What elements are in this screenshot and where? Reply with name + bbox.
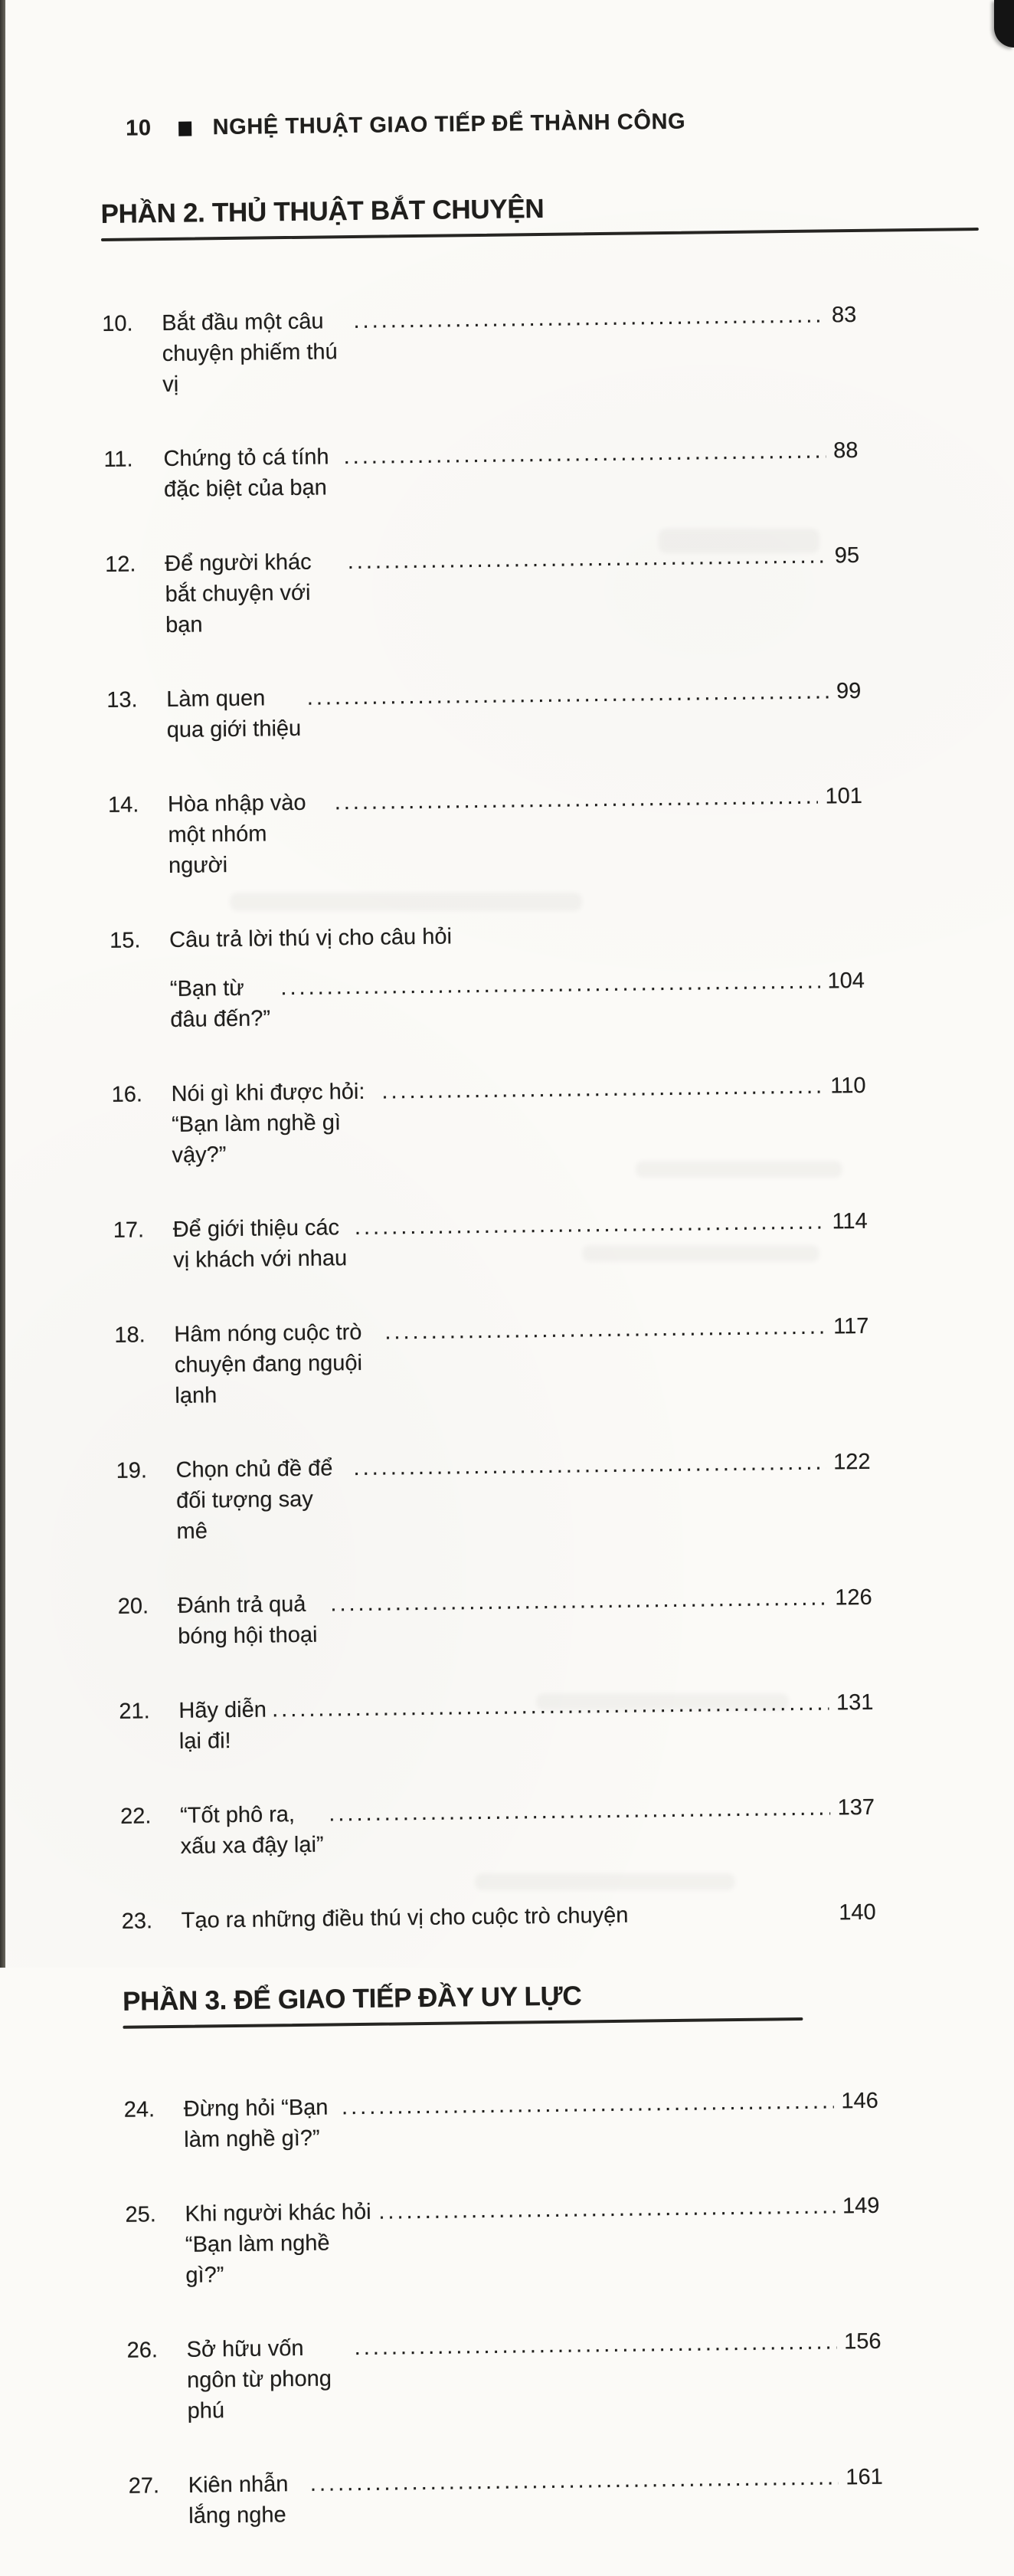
dot-leader — [378, 2191, 835, 2227]
toc-entry-line — [185, 2191, 880, 2291]
entry-page-number: 149 — [842, 2193, 880, 2219]
entry-body — [182, 1897, 876, 1936]
entry-number: 18. — [114, 1322, 146, 1348]
folio-page-number: 10 — [125, 116, 152, 141]
dot-leader — [280, 966, 820, 1004]
entry-body — [180, 1792, 875, 1862]
toc-entry-line — [174, 1311, 869, 1411]
toc-section — [100, 189, 876, 1937]
entry-body — [165, 540, 860, 641]
toc-entry — [124, 2086, 879, 2156]
toc-entry — [118, 1582, 873, 1653]
entry-page-number: 140 — [839, 1899, 876, 1925]
entry-body — [184, 2086, 879, 2155]
toc-entry — [105, 540, 860, 641]
entry-body — [185, 2191, 880, 2291]
entry-number: 22. — [119, 1804, 152, 1829]
entry-title: Đừng hỏi “Bạn làm nghề gì?” — [183, 2095, 335, 2152]
entry-page-number: 88 — [832, 438, 859, 464]
entry-page-number: 114 — [832, 1208, 868, 1234]
entry-body — [178, 1687, 874, 1757]
entry-body — [171, 1070, 866, 1171]
entry-number: 27. — [128, 2473, 160, 2499]
dot-leader — [329, 1793, 830, 1830]
entry-number: 23. — [121, 1909, 153, 1934]
toc-entry-line — [163, 435, 859, 505]
toc-entry — [119, 1687, 874, 1758]
toc-entry — [111, 1070, 866, 1172]
entry-page-number: 117 — [832, 1313, 869, 1339]
entry-title: Khi người khác hỏi “Bạn làm nghề gì?” — [185, 2199, 378, 2288]
entry-number: 19. — [116, 1458, 148, 1483]
entry-body — [173, 1206, 868, 1276]
entry-title: Kiên nhẫn lắng nghe — [188, 2472, 295, 2528]
toc-entry-line — [169, 916, 864, 955]
entry-number: 11. — [103, 447, 133, 472]
entry-title: Bắt đầu một câu chuyện phiếm thú vị — [162, 309, 344, 398]
book-title: NGHỆ THUẬT GIAO TIẾP ĐỂ THÀNH CÔNG — [212, 109, 686, 140]
dot-leader — [330, 1583, 827, 1620]
toc-entry — [122, 1897, 876, 1937]
entry-number: 14. — [107, 792, 139, 818]
toc-entry-line — [175, 1447, 871, 1547]
toc-entry — [108, 781, 863, 882]
entry-title: Hãy diễn lại đi! — [178, 1697, 273, 1754]
toc-sections — [100, 189, 883, 2532]
toc-entry-line — [166, 676, 862, 746]
entry-body — [186, 2326, 882, 2427]
entry-number: 13. — [106, 687, 138, 713]
dot-leader — [384, 1312, 826, 1348]
toc-entry-line — [188, 2462, 884, 2532]
dot-leader — [347, 540, 827, 577]
entry-body — [175, 1447, 871, 1547]
entry-body — [178, 1582, 873, 1652]
toc-entry-line — [182, 1897, 876, 1936]
entry-page-number: 161 — [846, 2464, 883, 2490]
entry-page-number: 146 — [841, 2088, 878, 2114]
entry-title: Để người khác bắt chuyện với bạn — [164, 549, 318, 637]
entry-title: Chọn chủ đề để đối tượng say mê — [175, 1456, 339, 1544]
scan-edge-shadow — [0, 0, 5, 1968]
entry-page-number: 83 — [831, 302, 857, 328]
entry-title: Tạo ra những điều thú vị cho cuộc trò chuyện — [181, 1903, 629, 1933]
entry-page-number: 104 — [827, 968, 865, 994]
toc-entry — [125, 2191, 880, 2292]
entry-number: 20. — [117, 1594, 149, 1619]
entry-number: 16. — [111, 1082, 143, 1107]
entry-body — [168, 781, 863, 881]
entry-title: “Tốt phô ra, xấu xa đậy lại” — [179, 1801, 324, 1859]
toc-entry-line — [170, 965, 865, 1035]
dot-leader — [353, 1447, 826, 1484]
dot-leader — [381, 1071, 823, 1107]
entry-number: 26. — [126, 2338, 159, 2363]
entry-number: 25. — [125, 2202, 156, 2227]
entry-page-number: 131 — [836, 1689, 874, 1716]
entry-body — [174, 1311, 869, 1411]
section-underline — [123, 2017, 803, 2029]
entry-page-number: 156 — [843, 2329, 882, 2355]
section-title: PHẦN 2. THỦ THUẬT BẮT CHUYỆN — [100, 193, 545, 229]
entry-body — [163, 435, 859, 505]
toc-entry-line — [178, 1687, 874, 1757]
toc-entry-list — [102, 300, 876, 1937]
entry-page-number: 126 — [835, 1585, 872, 1611]
toc-entry-line — [162, 300, 857, 400]
dot-leader — [334, 782, 817, 818]
toc-entry — [113, 1206, 868, 1277]
toc-section — [123, 1977, 884, 2532]
section-underline — [101, 228, 979, 241]
dot-leader — [353, 300, 824, 336]
toc-entry — [106, 676, 862, 746]
entry-page-number: 137 — [837, 1794, 875, 1821]
dot-leader — [343, 435, 826, 472]
toc-entry — [110, 916, 865, 1036]
entry-body — [166, 676, 862, 746]
toc-entry-line — [186, 2326, 882, 2427]
toc-entry-line — [173, 1206, 868, 1276]
toc-entry-line — [165, 540, 860, 641]
entry-title: Nói gì khi được hỏi: “Bạn làm nghề gì vậy?” — [171, 1079, 371, 1168]
toc-entry-line — [168, 781, 863, 881]
entry-title: Làm quen qua giới thiệu — [166, 686, 302, 742]
entry-page-number: 101 — [825, 783, 863, 809]
toc-entry-list — [124, 2086, 884, 2532]
entry-number: 10. — [102, 311, 133, 336]
page-content — [100, 107, 884, 2576]
toc-entry — [114, 1311, 869, 1412]
entry-number: 17. — [113, 1218, 145, 1243]
entry-number: 12. — [104, 552, 136, 577]
section-title: PHẦN 3. ĐỂ GIAO TIẾP ĐẦY UY LỰC — [122, 1981, 582, 2017]
dot-leader — [307, 676, 829, 713]
toc-entry — [120, 1792, 875, 1863]
toc-entry — [102, 300, 857, 401]
entry-number: 24. — [123, 2097, 155, 2122]
dot-leader — [272, 1688, 829, 1726]
entry-page-number: 122 — [832, 1449, 871, 1475]
entry-title: Hòa nhập vào một nhóm người — [167, 790, 312, 878]
dot-leader — [342, 2086, 834, 2122]
dot-leader — [633, 1920, 831, 1922]
entry-title: Sở hữu vốn ngôn từ phong phú — [186, 2335, 339, 2424]
entry-title: Hâm nóng cuộc trò chuyện đang nguội lạnh — [174, 1319, 369, 1408]
entry-page-number: 110 — [830, 1073, 866, 1099]
dot-leader — [310, 2462, 839, 2499]
dot-leader — [355, 1207, 825, 1243]
dot-leader — [354, 2326, 836, 2363]
entry-title: “Bạn từ đâu đến?” — [169, 975, 271, 1032]
entry-title: Chứng tỏ cá tính đặc biệt của bạn — [163, 444, 335, 503]
entry-body — [162, 300, 857, 400]
entry-page-number: 99 — [836, 678, 862, 704]
toc-entry-line — [171, 1070, 866, 1171]
toc-entry-line — [178, 1582, 873, 1652]
entry-title: Câu trả lời thú vị cho câu hỏi — [168, 924, 453, 952]
entry-body — [188, 2462, 884, 2532]
toc-entry — [116, 1447, 871, 1548]
toc-entry — [129, 2462, 884, 2532]
toc-entry — [103, 435, 859, 506]
toc-entry-line — [184, 2086, 879, 2155]
entry-page-number: 95 — [834, 542, 860, 569]
entry-number: 21. — [119, 1699, 150, 1724]
toc-entry — [126, 2326, 882, 2427]
entry-title: Đánh trả quả bóng hội thoại — [177, 1591, 318, 1649]
toc-entry-line — [180, 1792, 875, 1862]
entry-body — [169, 916, 865, 1035]
entry-number: 15. — [109, 928, 141, 953]
entry-title: Để giới thiệu các vị khách với nhau — [172, 1215, 348, 1273]
square-bullet-icon — [179, 122, 192, 136]
